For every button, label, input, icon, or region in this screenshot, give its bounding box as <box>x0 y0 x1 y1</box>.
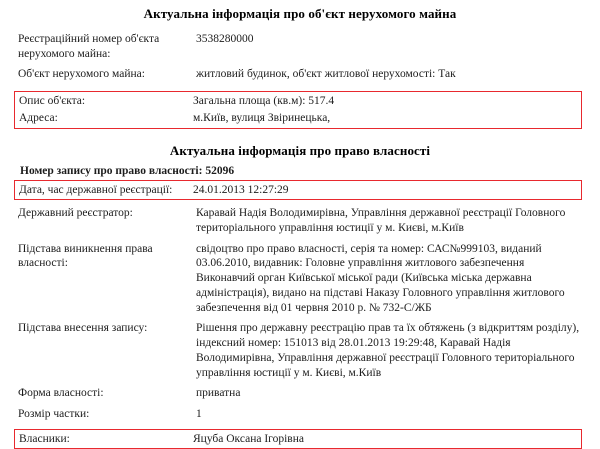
row-value: 24.01.2013 12:27:29 <box>193 183 289 196</box>
object-description-table <box>19 93 579 126</box>
table-row <box>18 65 582 86</box>
table-row <box>18 384 582 405</box>
table-row <box>19 431 579 448</box>
row-value: приватна <box>196 387 241 400</box>
row-label: Реєстраційний номер об'єкта нерухомого майна: <box>18 33 160 60</box>
row-label: Державний реєстратор: <box>18 207 133 220</box>
section-title-object: Актуальна інформація про об'єкт нерухомого майна <box>143 6 457 21</box>
highlight-box-object-description <box>14 91 582 128</box>
row-value: 3538280000 <box>196 33 254 45</box>
owners-value: Яцуба Оксана Ігорівна <box>193 432 304 445</box>
table-row <box>18 319 582 384</box>
row-label: Форма власності: <box>18 387 104 400</box>
section-title-ownership: Актуальна інформація про право власності <box>169 142 431 158</box>
ownership-record-number-line <box>20 165 582 177</box>
table-row <box>18 204 582 239</box>
row-value: житловий будинок, об'єкт житлової нерухомості: Так <box>196 68 456 81</box>
row-value: свідоцтво про право власності, серія та номер: САС№999103, виданий 03.06.2010, видавник: Головне управління житлового забезпечення Виконавчий орган Київської міської ради (Київська міська державна адміністрація), видано на підставі Наказу Головного управління житлового забезпечення від 01 червня 2010 р. № 732-С/ЖБ <box>196 242 565 314</box>
row-value: Каравай Надія Володимирівна, Управління державної реєстрації Головного територіального управління юстиції у м. Києві, м.Київ <box>196 207 566 235</box>
row-label: Підстава виникнення права власності: <box>18 242 153 270</box>
ownership-info-table <box>18 204 582 425</box>
row-label: Підстава внесення запису: <box>18 322 148 335</box>
object-info-table <box>18 30 582 86</box>
row-label: Адреса: <box>19 111 58 124</box>
table-row <box>18 240 582 320</box>
ownership-record-number: 52096 <box>205 164 235 177</box>
row-label: Опис об'єкта: <box>19 95 86 108</box>
highlight-box-registration-date <box>14 180 582 201</box>
row-label: Розмір частки: <box>18 407 90 420</box>
row-value: 1 <box>196 407 202 420</box>
row-label: Дата, час державної реєстрації: <box>19 183 173 196</box>
table-row <box>19 182 579 199</box>
table-row <box>18 30 582 65</box>
row-value: Загальна площа (кв.м): 517.4 <box>193 95 335 108</box>
row-value: Рішення про державну реєстрацію прав та їх обтяжень (з відкриттям розділу), індексний номер: 151013 від 28.01.2013 19:29:48, Каравай Надія Володимирівна, Управління державної реєстрації Головного територіального управління юстиції у м. Києві, м.Київ <box>196 322 580 379</box>
ownership-record-label: Номер запису про право власності: <box>20 164 203 177</box>
table-row <box>18 405 582 426</box>
table-row <box>19 110 579 127</box>
row-label: Об'єкт нерухомого майна: <box>18 68 145 81</box>
table-row <box>19 93 579 110</box>
owners-label: Власники: <box>19 432 70 445</box>
owners-table <box>19 431 579 448</box>
row-value: м.Київ, вулиця Звіринецька, <box>193 111 331 124</box>
registration-date-table <box>19 182 579 199</box>
highlight-box-owners <box>14 429 582 449</box>
